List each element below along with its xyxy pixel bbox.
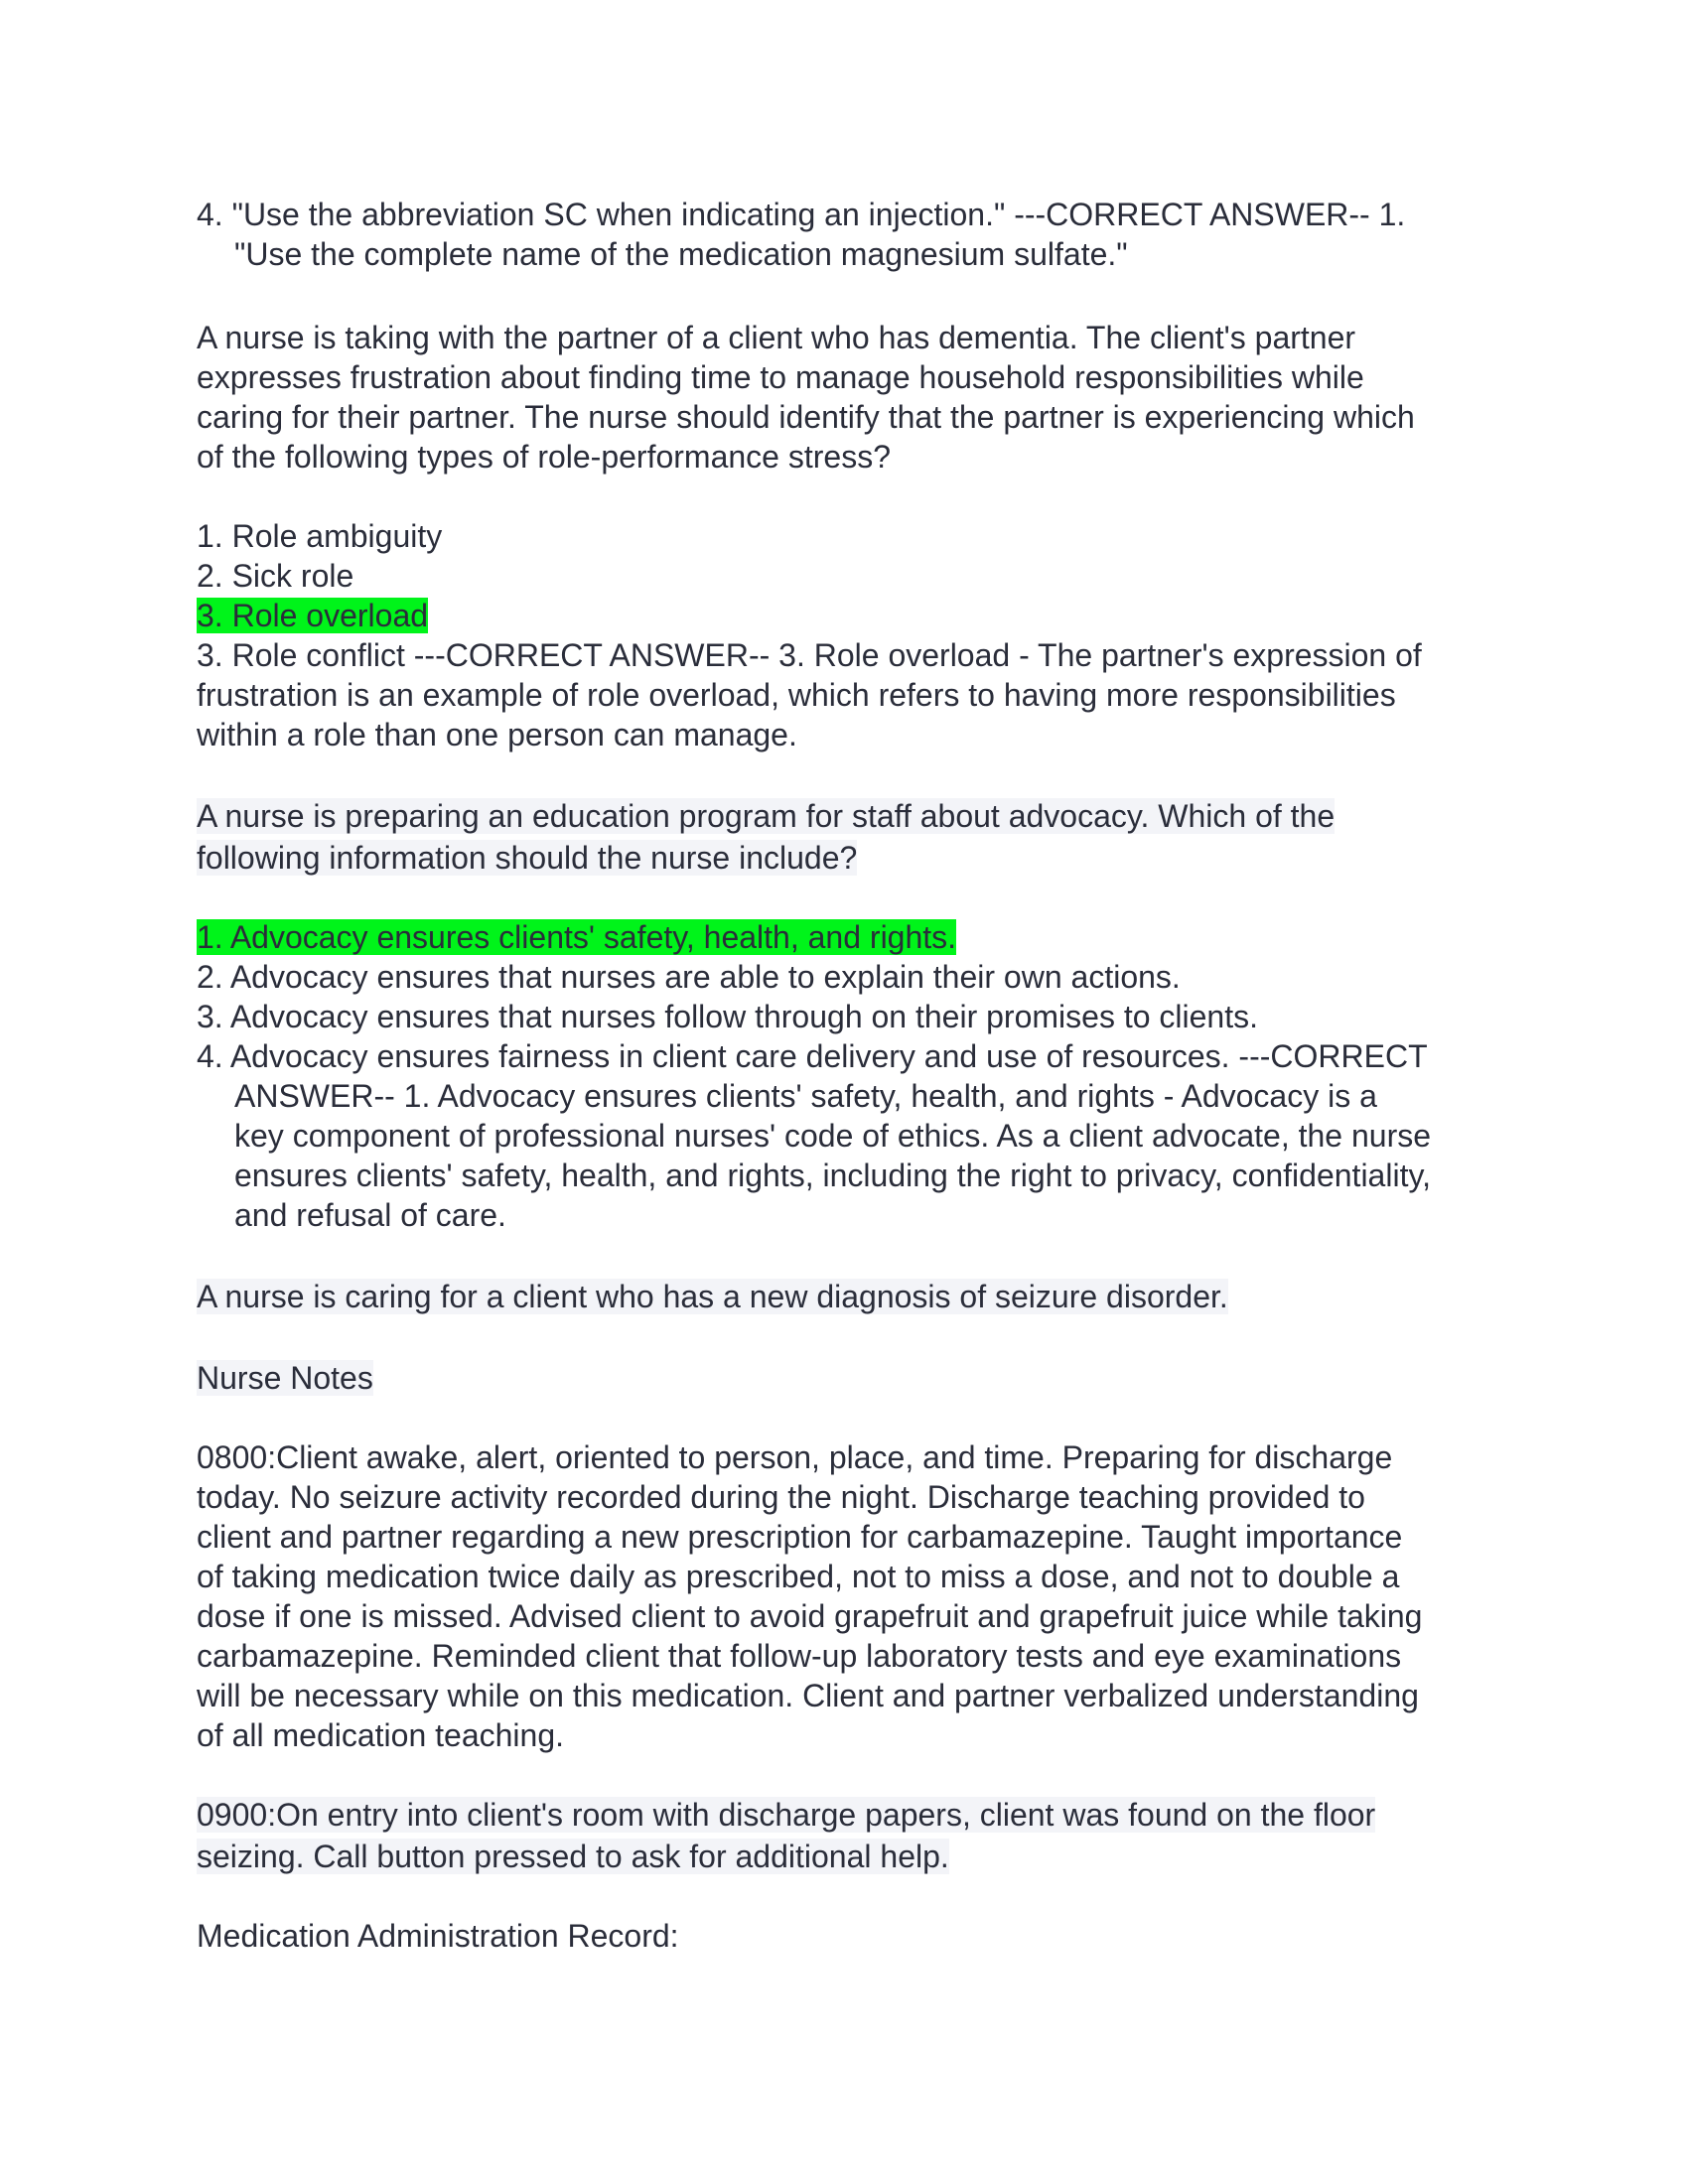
text-line: client and partner regarding a new prescription for carbamazepine. Taught importance xyxy=(197,1519,1403,1555)
answer-explanation-line: ensures clients' safety, health, and rights, including the right to privacy, confidentiality, xyxy=(234,1158,1431,1193)
text-line: "Use the complete name of the medication magnesium sulfate." xyxy=(234,236,1128,272)
option-item: 4. Advocacy ensures fairness in client care delivery and use of resources. ---CORRECT xyxy=(197,1038,1428,1074)
answer-explanation-line: key component of professional nurses' code of ethics. As a client advocate, the nurse xyxy=(234,1118,1432,1154)
question-stem xyxy=(197,318,1497,477)
option-item: 1. Role ambiguity xyxy=(197,518,443,554)
shaded-text-line: seizing. Call button pressed to ask for additional help. xyxy=(197,1839,949,1874)
mar-heading-block xyxy=(197,1916,1497,1956)
answer-options xyxy=(197,516,1497,754)
text-line: 4. "Use the abbreviation SC when indicating an injection." ---CORRECT ANSWER-- 1. xyxy=(197,197,1406,232)
question-stem xyxy=(197,796,1497,878)
option-item: 2. Advocacy ensures that nurses are able to explain their own actions. xyxy=(197,959,1181,995)
shaded-text-line: A nurse is caring for a client who has a new diagnosis of seizure disorder. xyxy=(197,1279,1228,1314)
answer-explanation-line: ANSWER-- 1. Advocacy ensures clients' safety, health, and rights - Advocacy is a xyxy=(234,1078,1377,1114)
question-stem xyxy=(197,1277,1497,1316)
answer-explanation-line: 3. Role conflict ---CORRECT ANSWER-- 3. Role overload - The partner's expression of xyxy=(197,637,1422,673)
shaded-text-line: following information should the nurse include? xyxy=(197,840,858,876)
text-line: expresses frustration about finding time to manage household responsibilities while xyxy=(197,359,1364,395)
nurse-notes-heading: Nurse Notes xyxy=(197,1360,373,1396)
text-line: of the following types of role-performance stress? xyxy=(197,439,891,475)
option-item: 3. Advocacy ensures that nurses follow through on their promises to clients. xyxy=(197,999,1258,1034)
text-line: will be necessary while on this medication. Client and partner verbalized understanding xyxy=(197,1678,1419,1713)
option-item: 2. Sick role xyxy=(197,558,354,594)
highlighted-correct-option: 1. Advocacy ensures clients' safety, health, and rights. xyxy=(197,919,957,955)
nurse-notes-heading-block xyxy=(197,1358,1497,1398)
text-line: of all medication teaching. xyxy=(197,1717,564,1753)
text-line: carbamazepine. Reminded client that follow-up laboratory tests and eye examinations xyxy=(197,1638,1402,1674)
shaded-text-line: A nurse is preparing an education program for staff about advocacy. Which of the xyxy=(197,798,1336,834)
text-line: caring for their partner. The nurse should identify that the partner is experiencing which xyxy=(197,399,1415,435)
nurse-note-0900 xyxy=(197,1795,1497,1876)
answer-explanation-line: frustration is an example of role overload, which refers to having more responsibilities xyxy=(197,677,1396,713)
mar-heading: Medication Administration Record: xyxy=(197,1918,679,1954)
previous-answer xyxy=(197,195,1497,274)
shaded-text-line: 0900:On entry into client's room with discharge papers, client was found on the floor xyxy=(197,1797,1376,1833)
answer-explanation-line: within a role than one person can manage. xyxy=(197,717,797,752)
answer-options xyxy=(197,917,1497,1235)
highlighted-correct-option: 3. Role overload xyxy=(197,598,429,633)
text-line: 0800:Client awake, alert, oriented to person, place, and time. Preparing for discharge xyxy=(197,1439,1393,1475)
text-line: today. No seizure activity recorded during the night. Discharge teaching provided to xyxy=(197,1479,1365,1515)
nurse-note-0800 xyxy=(197,1437,1497,1755)
text-line: A nurse is taking with the partner of a client who has dementia. The client's partner xyxy=(197,320,1356,355)
text-line: dose if one is missed. Advised client to avoid grapefruit and grapefruit juice while taking xyxy=(197,1598,1423,1634)
text-line: of taking medication twice daily as prescribed, not to miss a dose, and not to double a xyxy=(197,1559,1400,1594)
answer-explanation-line: and refusal of care. xyxy=(234,1197,506,1233)
